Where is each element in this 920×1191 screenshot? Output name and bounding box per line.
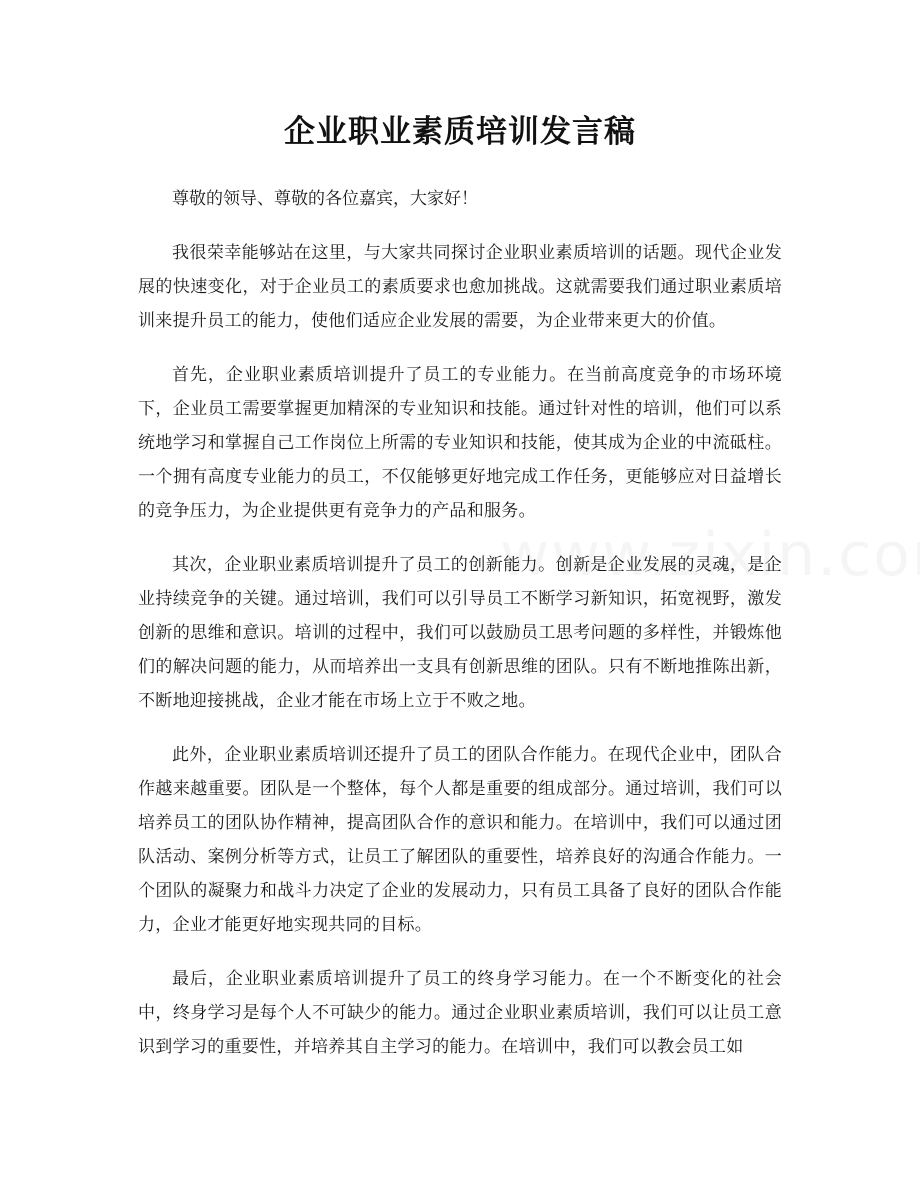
document-title: 企业职业素质培训发言稿: [284, 114, 636, 150]
body-paragraph-3: 其次，企业职业素质培训提升了员工的创新能力。创新是企业发展的灵魂，是企业持续竞争的关键。通过培训，我们可以引导员工不断学习新知识，拓宽视野，激发创新的思维和意识。培训的过程中，我们可以鼓励员工思考问题的多样性，并锻炼他们的解决问题的能力，从而培养出一支具有创新思维的团队。只有不断地推陈出新，不断地迎接挑战，企业才能在市场上立于不败之地。: [138, 555, 782, 711]
body-paragraph-2: 首先，企业职业素质培训提升了员工的专业能力。在当前高度竞争的市场环境下，企业员工需要掌握更加精深的专业知识和技能。通过针对性的培训，他们可以系统地学习和掌握自己工作岗位上所需的专业知识和技能，使其成为企业的中流砥柱。一个拥有高度专业能力的员工，不仅能够更好地完成工作任务，更能够应对日益增长的竞争压力，为企业提供更有竞争力的产品和服务。: [138, 365, 782, 521]
body-paragraph-4: 此外，企业职业素质培训还提升了员工的团队合作能力。在现代企业中，团队合作越来越重要。团队是一个整体，每个人都是重要的组成部分。通过培训，我们可以培养员工的团队协作精神，提高团队合作的意识和能力。在培训中，我们可以通过团队活动、案例分析等方式，让员工了解团队的重要性，培养良好的沟通合作能力。一个团队的凝聚力和战斗力决定了企业的发展动力，只有员工具备了良好的团队合作能力，企业才能更好地实现共同的目标。: [138, 745, 782, 935]
body-paragraph-5: 最后，企业职业素质培训提升了员工的终身学习能力。在一个不断变化的社会中，终身学习是每个人不可缺少的能力。通过企业职业素质培训，我们可以让员工意识到学习的重要性，并培养其自主学习的能力。在培训中，我们可以教会员工如: [138, 969, 782, 1057]
greeting-paragraph: 尊敬的领导、尊敬的各位嘉宾，大家好！: [172, 189, 478, 209]
body-paragraph-1: 我很荣幸能够站在这里，与大家共同探讨企业职业素质培训的话题。现代企业发展的快速变化，对于企业员工的素质要求也愈加挑战。这就需要我们通过职业素质培训来提升员工的能力，使他们适应企业发展的需要，为企业带来更大的价值。: [138, 243, 782, 331]
